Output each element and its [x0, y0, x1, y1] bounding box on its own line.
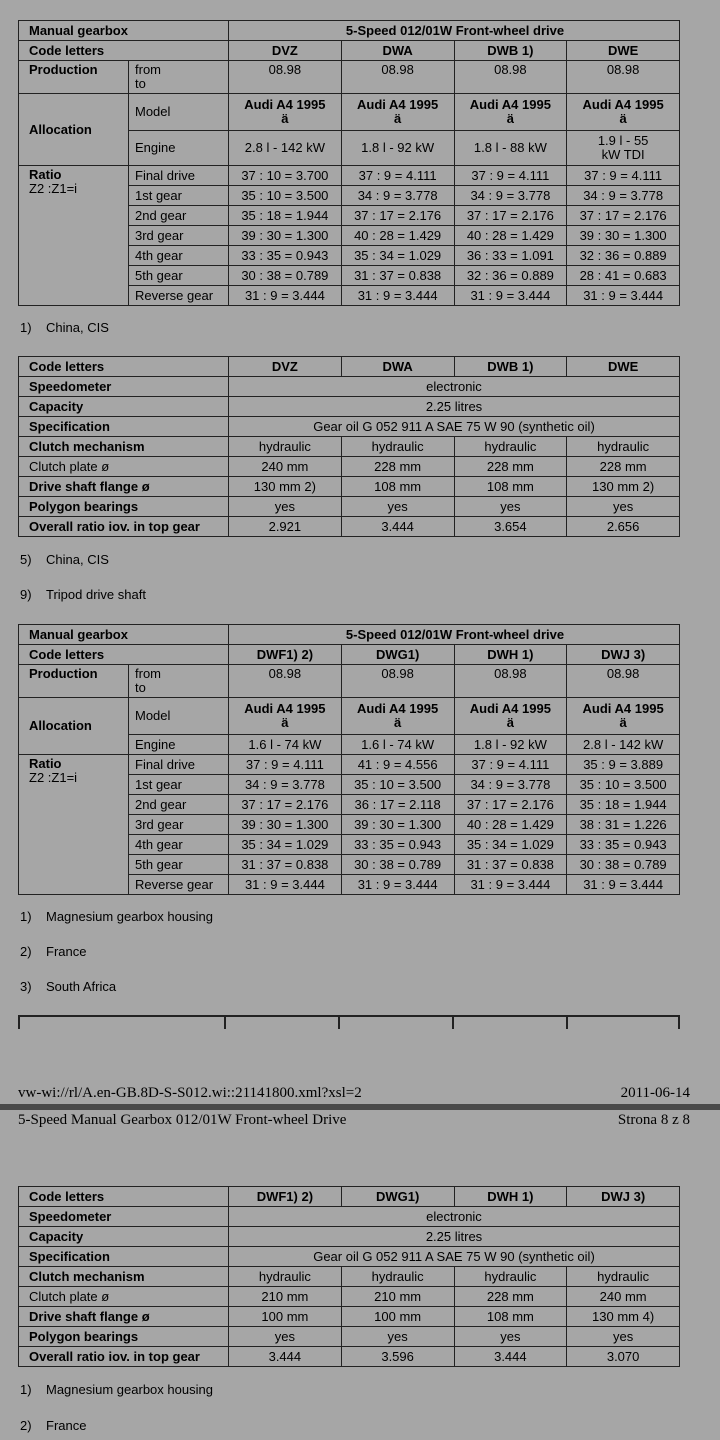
ratio-formula: Z2 :Z1=i [29, 181, 78, 196]
model-suffix: ä [394, 111, 402, 126]
model-cell [341, 94, 454, 131]
gear-ratio: 37 : 9 = 4.111 [454, 166, 567, 186]
clutch-value: hydraulic [229, 437, 342, 457]
model-name: Audi A4 1995 [244, 701, 326, 716]
code-letter: DWB 1) [454, 357, 567, 377]
from-to-cell [129, 61, 229, 94]
model-name: Audi A4 1995 [582, 701, 664, 716]
gear-ratio: 35 : 9 = 3.889 [567, 755, 680, 775]
gearbox-value: 5-Speed 012/01W Front-wheel drive [229, 21, 680, 41]
flange-value: 130 mm 4) [567, 1307, 680, 1327]
specification-row [19, 417, 680, 437]
gear-ratio: 33 : 35 = 0.943 [229, 246, 342, 266]
gearbox-value: 5-Speed 012/01W Front-wheel drive [229, 625, 680, 645]
gear-ratio: 37 : 17 = 2.176 [454, 206, 567, 226]
footnote [20, 979, 116, 994]
gear-ratio: 31 : 9 = 3.444 [454, 286, 567, 306]
gear-ratio: 41 : 9 = 4.556 [341, 755, 454, 775]
polygon-value: yes [341, 1327, 454, 1347]
table-stub-tick [566, 1017, 568, 1029]
speedometer-value: electronic [229, 1207, 680, 1227]
flange-value: 100 mm [229, 1307, 342, 1327]
gearbox-label: Manual gearbox [19, 625, 229, 645]
clutch-plate-value: 228 mm [454, 1287, 567, 1307]
production-date: 08.98 [567, 665, 680, 698]
overall-ratio-row [19, 517, 680, 537]
overall-ratio-value: 3.444 [341, 517, 454, 537]
gear-ratio: 37 : 17 = 2.176 [229, 795, 342, 815]
document-title: 5-Speed Manual Gearbox 012/01W Front-wheel Drive [18, 1112, 347, 1128]
clutch-plate-value: 240 mm [229, 457, 342, 477]
gear-ratio: 31 : 9 = 3.444 [229, 875, 342, 895]
model-cell [567, 698, 680, 735]
polygon-label: Polygon bearings [19, 497, 229, 517]
gear-ratio: 31 : 9 = 3.444 [567, 875, 680, 895]
code-letter: DWF1) 2) [229, 1187, 342, 1207]
gear-name: Reverse gear [129, 875, 229, 895]
gear-ratio: 34 : 9 = 3.778 [454, 186, 567, 206]
gear-name: 3rd gear [129, 815, 229, 835]
gear-ratio: 32 : 36 = 0.889 [454, 266, 567, 286]
gear-ratio: 34 : 9 = 3.778 [454, 775, 567, 795]
spec-table-2 [18, 1186, 680, 1367]
capacity-row [19, 397, 680, 417]
clutch-plate-row [19, 1287, 680, 1307]
production-row [19, 61, 680, 94]
specification-value: Gear oil G 052 911 A SAE 75 W 90 (synthetic oil) [229, 1247, 680, 1267]
to-label: to [135, 76, 146, 91]
gear-name: 2nd gear [129, 795, 229, 815]
model-name: Audi A4 1995 [244, 97, 326, 112]
gear-ratio: 31 : 9 = 3.444 [229, 286, 342, 306]
overall-ratio-value: 3.654 [454, 517, 567, 537]
footnote [20, 320, 109, 335]
clutch-plate-value: 228 mm [454, 457, 567, 477]
gear-ratio: 35 : 10 = 3.500 [229, 186, 342, 206]
clutch-plate-label: Clutch plate ø [19, 1287, 229, 1307]
model-name: Audi A4 1995 [357, 97, 439, 112]
gear-row [19, 755, 680, 775]
speedometer-row [19, 1207, 680, 1227]
gear-ratio: 31 : 9 = 3.444 [454, 875, 567, 895]
gear-ratio: 40 : 28 = 1.429 [341, 226, 454, 246]
capacity-label: Capacity [19, 397, 229, 417]
model-cell [229, 94, 342, 131]
code-letter: DWA [341, 357, 454, 377]
gear-ratio: 37 : 9 = 4.111 [454, 755, 567, 775]
from-to-cell [129, 665, 229, 698]
clutch-row [19, 437, 680, 457]
code-letters-label: Code letters [19, 1187, 229, 1207]
code-letter: DWE [567, 357, 680, 377]
gearbox-table-1 [18, 20, 680, 306]
footnote-number: 9) [20, 587, 32, 602]
specification-value: Gear oil G 052 911 A SAE 75 W 90 (synthetic oil) [229, 417, 680, 437]
from-label: from [135, 666, 161, 681]
gear-name: Final drive [129, 166, 229, 186]
code-letter: DWA [341, 41, 454, 61]
clutch-value: hydraulic [341, 437, 454, 457]
model-cell [341, 698, 454, 735]
gear-name: Reverse gear [129, 286, 229, 306]
gear-ratio: 37 : 9 = 4.111 [229, 755, 342, 775]
gear-ratio: 37 : 10 = 3.700 [229, 166, 342, 186]
clutch-value: hydraulic [567, 437, 680, 457]
footnote [20, 1418, 86, 1433]
gear-ratio: 33 : 35 = 0.943 [567, 835, 680, 855]
code-letter: DWF1) 2) [229, 645, 342, 665]
polygon-row [19, 1327, 680, 1347]
model-suffix: ä [506, 715, 514, 730]
capacity-row [19, 1227, 680, 1247]
engine-value: 1.6 l - 74 kW [229, 735, 342, 755]
footnote-text: China, CIS [46, 552, 109, 567]
production-date: 08.98 [341, 665, 454, 698]
footnote-text: Magnesium gearbox housing [46, 909, 213, 924]
clutch-value: hydraulic [341, 1267, 454, 1287]
engine-value: 1.6 l - 74 kW [341, 735, 454, 755]
clutch-value: hydraulic [454, 437, 567, 457]
model-suffix: ä [506, 111, 514, 126]
engine-value: 2.8 l - 142 kW [567, 735, 680, 755]
code-letters-row [19, 1187, 680, 1207]
code-letter: DWG1) [341, 1187, 454, 1207]
model-suffix: ä [619, 715, 627, 730]
document-url: vw-wi://rl/A.en-GB.8D-S-S012.wi::21141800.xml?xsl=2 [18, 1085, 362, 1101]
code-letter: DWG1) [341, 645, 454, 665]
table-stub-tick [678, 1017, 680, 1029]
code-letters-label: Code letters [19, 41, 229, 61]
model-name: Audi A4 1995 [357, 701, 439, 716]
engine-value: 1.8 l - 92 kW [454, 735, 567, 755]
ratio-label: Ratio [29, 756, 62, 771]
gear-name: 1st gear [129, 775, 229, 795]
gear-ratio: 30 : 38 = 0.789 [341, 855, 454, 875]
gear-ratio: 37 : 9 = 4.111 [567, 166, 680, 186]
gear-ratio: 33 : 35 = 0.943 [341, 835, 454, 855]
gear-ratio: 31 : 37 = 0.838 [454, 855, 567, 875]
engine-value: 2.8 l - 142 kW [229, 131, 342, 166]
footnote [20, 1382, 213, 1397]
footnote-text: South Africa [46, 979, 117, 994]
gear-ratio: 32 : 36 = 0.889 [567, 246, 680, 266]
gearbox-label: Manual gearbox [19, 21, 229, 41]
polygon-value: yes [229, 497, 342, 517]
allocation-label: Allocation [19, 698, 129, 755]
gear-ratio: 37 : 9 = 4.111 [341, 166, 454, 186]
gear-ratio: 38 : 31 = 1.226 [567, 815, 680, 835]
gear-row [19, 166, 680, 186]
overall-ratio-label: Overall ratio iov. in top gear [19, 517, 229, 537]
gear-ratio: 40 : 28 = 1.429 [454, 815, 567, 835]
table-stub-tick [224, 1017, 226, 1029]
model-cell [229, 698, 342, 735]
to-label: to [135, 680, 146, 695]
gear-ratio: 40 : 28 = 1.429 [454, 226, 567, 246]
gear-ratio: 35 : 34 = 1.029 [229, 835, 342, 855]
model-cell [567, 94, 680, 131]
speedometer-label: Speedometer [19, 1207, 229, 1227]
engine-value: 1.8 l - 92 kW [341, 131, 454, 166]
clutch-value: hydraulic [229, 1267, 342, 1287]
code-letters-row [19, 645, 680, 665]
engine-value: 1.8 l - 88 kW [454, 131, 567, 166]
gear-name: 3rd gear [129, 226, 229, 246]
production-date: 08.98 [567, 61, 680, 94]
overall-ratio-value: 2.921 [229, 517, 342, 537]
clutch-plate-value: 210 mm [229, 1287, 342, 1307]
overall-ratio-value: 3.070 [567, 1347, 680, 1367]
from-label: from [135, 62, 161, 77]
gear-ratio: 34 : 9 = 3.778 [567, 186, 680, 206]
footnote [20, 944, 86, 959]
clutch-plate-label: Clutch plate ø [19, 457, 229, 477]
model-name: Audi A4 1995 [582, 97, 664, 112]
gear-ratio: 35 : 18 = 1.944 [229, 206, 342, 226]
production-date: 08.98 [229, 61, 342, 94]
overall-ratio-value: 3.444 [229, 1347, 342, 1367]
gearbox-row [19, 625, 680, 645]
code-letters-row [19, 357, 680, 377]
table-stub-tick [338, 1017, 340, 1029]
flange-value: 130 mm 2) [567, 477, 680, 497]
gear-ratio: 35 : 18 = 1.944 [567, 795, 680, 815]
gear-ratio: 31 : 9 = 3.444 [341, 875, 454, 895]
polygon-value: yes [341, 497, 454, 517]
production-date: 08.98 [229, 665, 342, 698]
flange-value: 130 mm 2) [229, 477, 342, 497]
gear-name: 4th gear [129, 246, 229, 266]
speedometer-row [19, 377, 680, 397]
clutch-plate-value: 210 mm [341, 1287, 454, 1307]
gear-ratio: 35 : 34 = 1.029 [454, 835, 567, 855]
production-date: 08.98 [454, 61, 567, 94]
overall-ratio-row [19, 1347, 680, 1367]
gear-ratio: 31 : 37 = 0.838 [229, 855, 342, 875]
clutch-label: Clutch mechanism [19, 1267, 229, 1287]
specification-label: Specification [19, 1247, 229, 1267]
gear-ratio: 37 : 17 = 2.176 [567, 206, 680, 226]
polygon-value: yes [229, 1327, 342, 1347]
gear-ratio: 39 : 30 = 1.300 [341, 815, 454, 835]
gear-ratio: 37 : 17 = 2.176 [341, 206, 454, 226]
production-label: Production [19, 61, 129, 94]
model-cell [454, 94, 567, 131]
footnote [20, 552, 109, 567]
production-label: Production [19, 665, 129, 698]
model-name: Audi A4 1995 [469, 97, 551, 112]
overall-ratio-value: 3.444 [454, 1347, 567, 1367]
footnote-number: 5) [20, 552, 32, 567]
flange-value: 108 mm [454, 1307, 567, 1327]
table-stub-line [18, 1015, 680, 1029]
footnote-number: 1) [20, 909, 32, 924]
footnote-number: 1) [20, 320, 32, 335]
gear-name: 2nd gear [129, 206, 229, 226]
polygon-value: yes [454, 1327, 567, 1347]
footnote [20, 587, 146, 602]
flange-row [19, 1307, 680, 1327]
ratio-label-cell [19, 755, 129, 895]
capacity-value: 2.25 litres [229, 1227, 680, 1247]
gear-ratio: 35 : 10 = 3.500 [341, 775, 454, 795]
overall-ratio-value: 2.656 [567, 517, 680, 537]
clutch-plate-value: 228 mm [567, 457, 680, 477]
capacity-value: 2.25 litres [229, 397, 680, 417]
specification-label: Specification [19, 417, 229, 437]
flange-label: Drive shaft flange ø [19, 477, 229, 497]
gear-ratio: 31 : 9 = 3.444 [567, 286, 680, 306]
footnote-text: France [46, 1418, 87, 1433]
footnote-number: 2) [20, 944, 32, 959]
footnote-number: 3) [20, 979, 32, 994]
polygon-value: yes [567, 1327, 680, 1347]
polygon-row [19, 497, 680, 517]
footnote-number: 2) [20, 1418, 32, 1433]
gear-name: 1st gear [129, 186, 229, 206]
model-suffix: ä [281, 111, 289, 126]
gear-ratio: 39 : 30 = 1.300 [567, 226, 680, 246]
clutch-label: Clutch mechanism [19, 437, 229, 457]
page-divider [0, 1104, 720, 1110]
gear-ratio: 37 : 17 = 2.176 [454, 795, 567, 815]
engine-value: 1.9 l - 55 kW TDI [567, 131, 680, 166]
engine-label: Engine [129, 131, 229, 166]
clutch-row [19, 1267, 680, 1287]
engine-label: Engine [129, 735, 229, 755]
flange-value: 108 mm [341, 477, 454, 497]
page-footer [18, 1085, 690, 1102]
gear-ratio: 36 : 33 = 1.091 [454, 246, 567, 266]
ratio-formula: Z2 :Z1=i [29, 770, 78, 785]
code-letter: DWE [567, 41, 680, 61]
overall-ratio-label: Overall ratio iov. in top gear [19, 1347, 229, 1367]
gear-ratio: 39 : 30 = 1.300 [229, 815, 342, 835]
table-stub-tick [452, 1017, 454, 1029]
model-label: Model [129, 698, 229, 735]
document-date: 2011-06-14 [620, 1085, 690, 1101]
footnote-text: France [46, 944, 87, 959]
code-letter: DVZ [229, 41, 342, 61]
model-cell [454, 698, 567, 735]
gear-name: 5th gear [129, 266, 229, 286]
footnote [20, 909, 213, 924]
gear-name: Final drive [129, 755, 229, 775]
flange-value: 100 mm [341, 1307, 454, 1327]
model-label: Model [129, 94, 229, 131]
model-name: Audi A4 1995 [469, 701, 551, 716]
model-suffix: ä [281, 715, 289, 730]
footnote-text: China, CIS [46, 320, 109, 335]
gear-name: 5th gear [129, 855, 229, 875]
gear-ratio: 31 : 9 = 3.444 [341, 286, 454, 306]
code-letter: DWH 1) [454, 1187, 567, 1207]
gear-ratio: 34 : 9 = 3.778 [341, 186, 454, 206]
clutch-plate-row [19, 457, 680, 477]
gear-ratio: 28 : 41 = 0.683 [567, 266, 680, 286]
clutch-plate-value: 240 mm [567, 1287, 680, 1307]
gear-ratio: 35 : 34 = 1.029 [341, 246, 454, 266]
page-header [18, 1112, 690, 1129]
gearbox-row [19, 21, 680, 41]
clutch-value: hydraulic [567, 1267, 680, 1287]
flange-row [19, 477, 680, 497]
gearbox-table-2 [18, 624, 680, 895]
production-row [19, 665, 680, 698]
speedometer-label: Speedometer [19, 377, 229, 397]
code-letter: DWJ 3) [567, 645, 680, 665]
table-stub-tick [18, 1017, 20, 1029]
ratio-label: Ratio [29, 167, 62, 182]
footnote-text: Tripod drive shaft [46, 587, 146, 602]
clutch-value: hydraulic [454, 1267, 567, 1287]
polygon-label: Polygon bearings [19, 1327, 229, 1347]
gear-ratio: 36 : 17 = 2.118 [341, 795, 454, 815]
specification-row [19, 1247, 680, 1267]
gear-ratio: 35 : 10 = 3.500 [567, 775, 680, 795]
overall-ratio-value: 3.596 [341, 1347, 454, 1367]
allocation-label: Allocation [19, 94, 129, 166]
gear-ratio: 31 : 37 = 0.838 [341, 266, 454, 286]
code-letter: DWB 1) [454, 41, 567, 61]
polygon-value: yes [567, 497, 680, 517]
spec-table-1 [18, 356, 680, 537]
model-row [19, 698, 680, 735]
flange-value: 108 mm [454, 477, 567, 497]
clutch-plate-value: 228 mm [341, 457, 454, 477]
gear-ratio: 39 : 30 = 1.300 [229, 226, 342, 246]
production-date: 08.98 [341, 61, 454, 94]
model-suffix: ä [394, 715, 402, 730]
polygon-value: yes [454, 497, 567, 517]
page-number: Strona 8 z 8 [617, 1112, 690, 1128]
production-date: 08.98 [454, 665, 567, 698]
ratio-label-cell [19, 166, 129, 306]
footnote-number: 1) [20, 1382, 32, 1397]
gear-ratio: 34 : 9 = 3.778 [229, 775, 342, 795]
gear-name: 4th gear [129, 835, 229, 855]
gear-ratio: 30 : 38 = 0.789 [229, 266, 342, 286]
capacity-label: Capacity [19, 1227, 229, 1247]
code-letter: DWH 1) [454, 645, 567, 665]
footnote-text: Magnesium gearbox housing [46, 1382, 213, 1397]
model-row [19, 94, 680, 131]
flange-label: Drive shaft flange ø [19, 1307, 229, 1327]
code-letters-label: Code letters [19, 357, 229, 377]
speedometer-value: electronic [229, 377, 680, 397]
code-letter: DVZ [229, 357, 342, 377]
code-letter: DWJ 3) [567, 1187, 680, 1207]
model-suffix: ä [619, 111, 627, 126]
code-letters-row [19, 41, 680, 61]
gear-ratio: 30 : 38 = 0.789 [567, 855, 680, 875]
code-letters-label: Code letters [19, 645, 229, 665]
